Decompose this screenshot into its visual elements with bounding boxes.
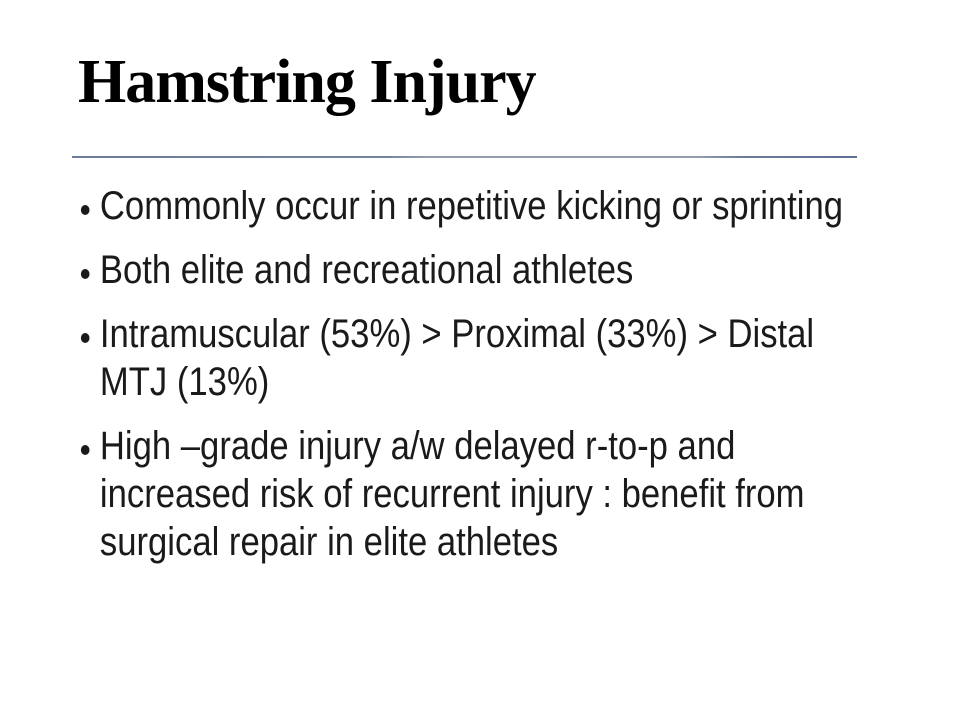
list-item: [80, 310, 864, 406]
page-title: Hamstring Injury: [78, 48, 536, 116]
bullet-text-line: High –grade injury a/w delayed r-to-p and: [99, 424, 736, 468]
list-item: [80, 246, 864, 294]
bullet-dot-icon: [81, 445, 90, 455]
bullet-text-line: Both elite and recreational athletes: [99, 248, 634, 292]
bullet-text-line: surgical repair in elite athletes: [99, 520, 559, 564]
bullet-text-line: Intramuscular (53%) > Proximal (33%) > Distal: [99, 312, 815, 356]
bullet-text-line: increased risk of recurrent injury : benefit from: [99, 472, 805, 516]
list-item: [80, 422, 864, 566]
bullet-dot-icon: [81, 333, 90, 343]
list-item: [80, 182, 864, 230]
bullet-dot-icon: [81, 269, 90, 279]
bullet-text: [100, 182, 864, 230]
bullet-text: [100, 310, 864, 406]
bullet-text: [100, 246, 864, 294]
title-divider-rule: [72, 156, 857, 158]
bullet-dot-icon: [81, 205, 90, 215]
bullet-text: [100, 422, 864, 566]
bullet-text-line: Commonly occur in repetitive kicking or sprinting: [99, 184, 844, 228]
bullet-list: [80, 182, 864, 582]
bullet-text-line: MTJ (13%): [99, 360, 270, 404]
